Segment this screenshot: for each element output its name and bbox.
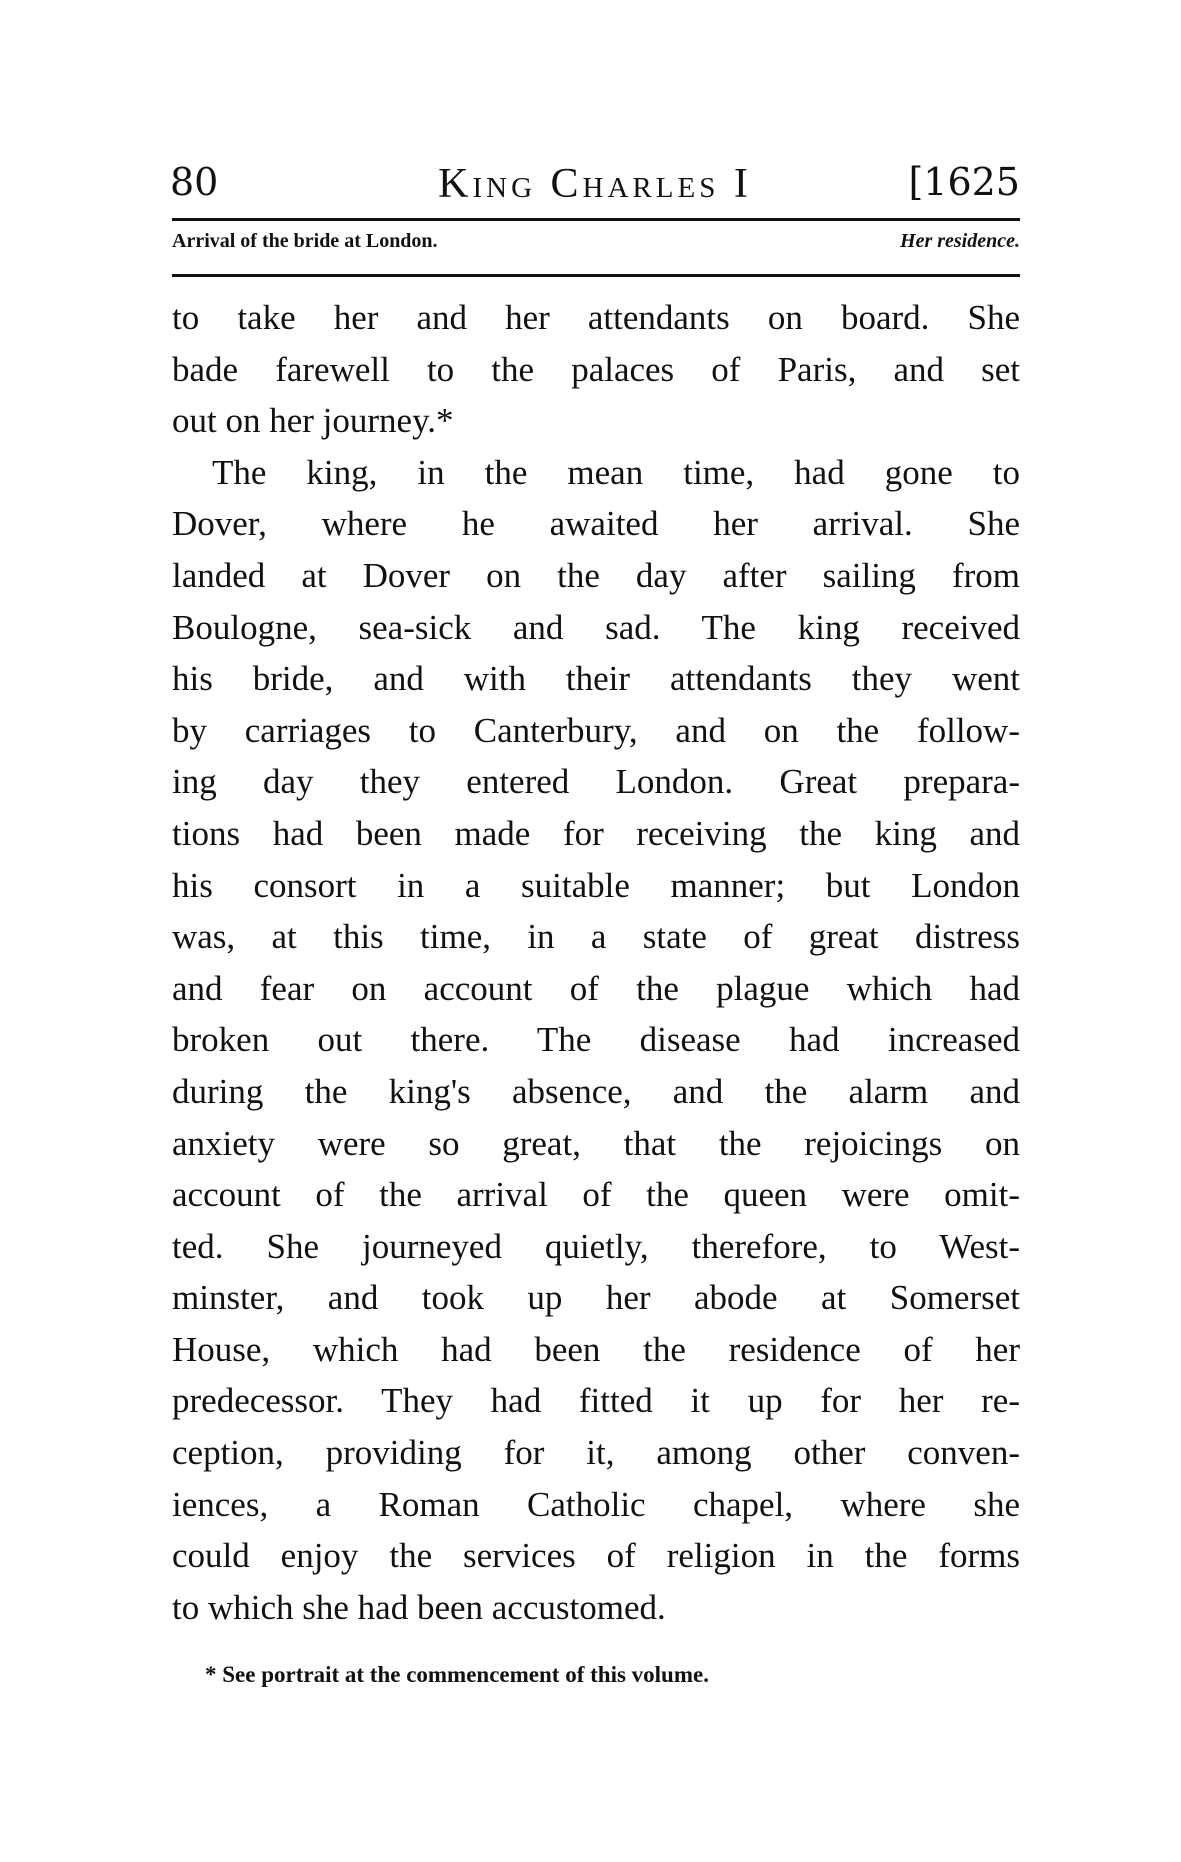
text-line: House, which had been the residence of her bbox=[172, 1329, 1020, 1369]
running-header bbox=[170, 160, 1020, 210]
text-line: during the king's absence, and the alarm and bbox=[172, 1071, 1020, 1111]
text-line: tions had been made for receiving the king and bbox=[172, 813, 1020, 853]
subheader-right: Her residence. bbox=[900, 230, 1020, 252]
text-line: Dover, where he awaited her arrival. She bbox=[172, 504, 1020, 544]
text-line: ted. She journeyed quietly, therefore, to West- bbox=[172, 1226, 1020, 1266]
text-line: ing day they entered London. Great prepara- bbox=[172, 762, 1020, 802]
footnote: * See portrait at the commencement of this volume. bbox=[205, 1662, 709, 1687]
header-rule-bottom bbox=[172, 274, 1020, 277]
body-text bbox=[172, 292, 1020, 1633]
text-line: predecessor. They had fitted it up for her re- bbox=[172, 1381, 1020, 1421]
text-line: and fear on account of the plague which had bbox=[172, 968, 1020, 1008]
page-number: 80 bbox=[170, 160, 219, 204]
text-line: account of the arrival of the queen were omit- bbox=[172, 1175, 1020, 1215]
running-title: King Charles I bbox=[438, 161, 752, 207]
text-line: Boulogne, sea-sick and sad. The king received bbox=[172, 607, 1020, 647]
subheader bbox=[172, 230, 1020, 253]
text-line: was, at this time, in a state of great distress bbox=[172, 917, 1020, 957]
text-line: ception, providing for it, among other conven- bbox=[172, 1433, 1020, 1473]
text-line: by carriages to Canterbury, and on the follow- bbox=[172, 710, 1020, 750]
year-marker: [1625 bbox=[908, 160, 1020, 204]
subheader-left: Arrival of the bride at London. bbox=[172, 230, 438, 252]
text-line: his consort in a suitable manner; but London bbox=[172, 865, 1020, 905]
header-rule-top bbox=[172, 218, 1020, 221]
text-line: broken out there. The disease had increased bbox=[172, 1020, 1020, 1060]
text-line: anxiety were so great, that the rejoicings on bbox=[172, 1123, 1020, 1163]
text-line: to take her and her attendants on board. She bbox=[172, 298, 1020, 337]
text-line: his bride, and with their attendants they went bbox=[172, 659, 1020, 699]
text-line: landed at Dover on the day after sailing from bbox=[172, 555, 1020, 595]
text-line: The king, in the mean time, had gone to bbox=[212, 452, 1020, 492]
text-line: could enjoy the services of religion in the forms bbox=[172, 1536, 1020, 1576]
text-line: out on her journey.* bbox=[172, 401, 454, 441]
text-line: to which she had been accustomed. bbox=[172, 1587, 666, 1627]
text-line: iences, a Roman Catholic chapel, where she bbox=[172, 1484, 1020, 1524]
text-line: minster, and took up her abode at Somerset bbox=[172, 1278, 1020, 1318]
text-line: bade farewell to the palaces of Paris, and set bbox=[172, 349, 1020, 389]
